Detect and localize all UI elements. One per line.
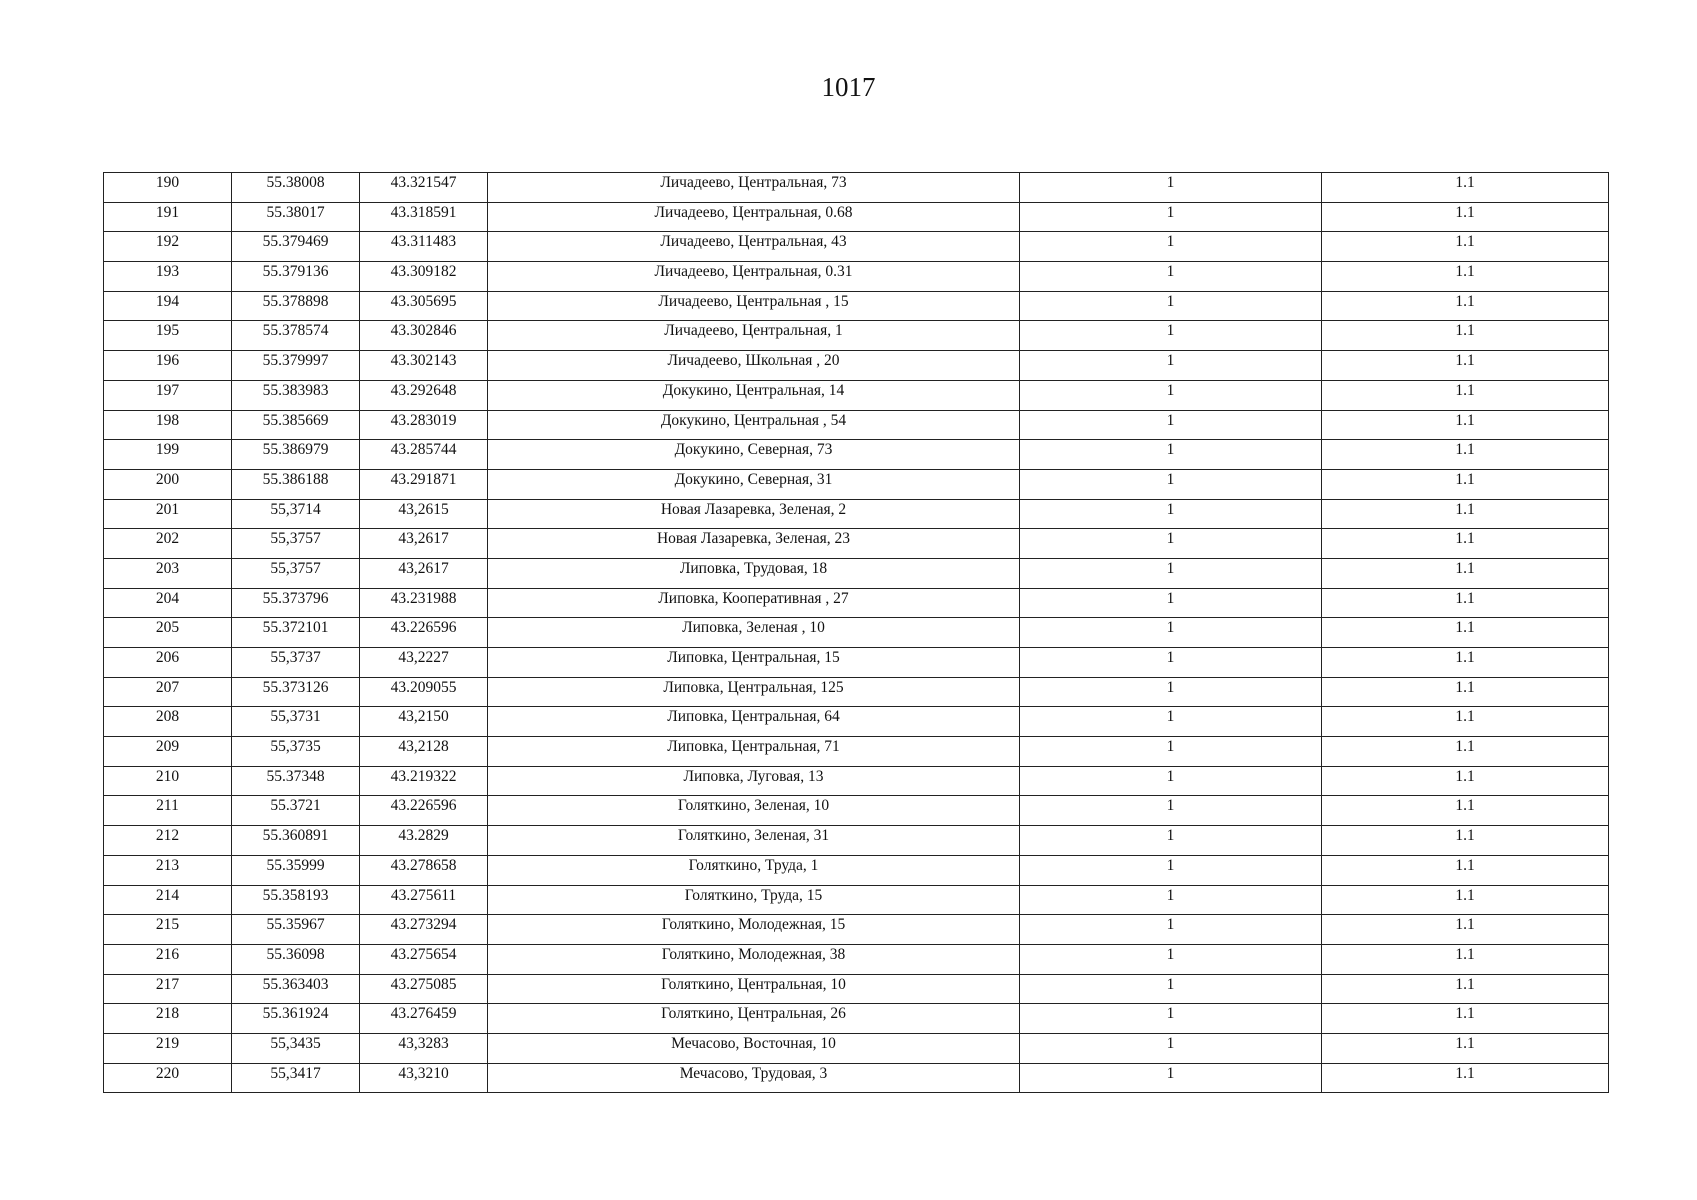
latitude-cell: 55.361924 — [232, 1004, 360, 1034]
longitude-cell: 43.318591 — [360, 202, 488, 232]
row-number-cell: 219 — [104, 1033, 232, 1063]
code-cell: 1.1 — [1322, 440, 1609, 470]
longitude-cell: 43.302846 — [360, 321, 488, 351]
longitude-cell: 43.273294 — [360, 915, 488, 945]
table-row — [104, 440, 1609, 470]
address-cell: Липовка, Трудовая, 18 — [488, 558, 1020, 588]
row-number-cell: 211 — [104, 796, 232, 826]
address-cell: Голяткино, Центральная, 10 — [488, 974, 1020, 1004]
count-cell: 1 — [1020, 262, 1322, 292]
address-cell: Личадеево, Центральная, 0.31 — [488, 262, 1020, 292]
longitude-cell: 43.209055 — [360, 677, 488, 707]
code-cell: 1.1 — [1322, 1004, 1609, 1034]
table-row — [104, 202, 1609, 232]
latitude-cell: 55,3714 — [232, 499, 360, 529]
longitude-cell: 43.275654 — [360, 944, 488, 974]
code-cell: 1.1 — [1322, 974, 1609, 1004]
longitude-cell: 43.2829 — [360, 826, 488, 856]
table-row — [104, 232, 1609, 262]
count-cell: 1 — [1020, 1033, 1322, 1063]
count-cell: 1 — [1020, 677, 1322, 707]
row-number-cell: 191 — [104, 202, 232, 232]
longitude-cell: 43,2617 — [360, 529, 488, 559]
latitude-cell: 55.379997 — [232, 351, 360, 381]
address-cell: Личадеево, Центральная, 1 — [488, 321, 1020, 351]
address-cell: Липовка, Центральная, 125 — [488, 677, 1020, 707]
address-cell: Личадеево, Центральная , 15 — [488, 291, 1020, 321]
address-cell: Голяткино, Труда, 1 — [488, 855, 1020, 885]
code-cell: 1.1 — [1322, 766, 1609, 796]
row-number-cell: 190 — [104, 173, 232, 203]
code-cell: 1.1 — [1322, 173, 1609, 203]
row-number-cell: 193 — [104, 262, 232, 292]
code-cell: 1.1 — [1322, 351, 1609, 381]
address-cell: Новая Лазаревка, Зеленая, 23 — [488, 529, 1020, 559]
latitude-cell: 55.35967 — [232, 915, 360, 945]
count-cell: 1 — [1020, 440, 1322, 470]
latitude-cell: 55.38008 — [232, 173, 360, 203]
code-cell: 1.1 — [1322, 321, 1609, 351]
table-row — [104, 351, 1609, 381]
longitude-cell: 43.305695 — [360, 291, 488, 321]
latitude-cell: 55,3757 — [232, 529, 360, 559]
count-cell: 1 — [1020, 202, 1322, 232]
longitude-cell: 43,2227 — [360, 648, 488, 678]
count-cell: 1 — [1020, 915, 1322, 945]
latitude-cell: 55.360891 — [232, 826, 360, 856]
row-number-cell: 199 — [104, 440, 232, 470]
latitude-cell: 55.35999 — [232, 855, 360, 885]
latitude-cell: 55.3721 — [232, 796, 360, 826]
longitude-cell: 43.321547 — [360, 173, 488, 203]
row-number-cell: 220 — [104, 1063, 232, 1093]
table-row — [104, 766, 1609, 796]
longitude-cell: 43,2128 — [360, 737, 488, 767]
longitude-cell: 43.285744 — [360, 440, 488, 470]
count-cell: 1 — [1020, 469, 1322, 499]
longitude-cell: 43.291871 — [360, 469, 488, 499]
count-cell: 1 — [1020, 558, 1322, 588]
latitude-cell: 55.383983 — [232, 380, 360, 410]
table-row — [104, 499, 1609, 529]
count-cell: 1 — [1020, 855, 1322, 885]
longitude-cell: 43,2615 — [360, 499, 488, 529]
code-cell: 1.1 — [1322, 558, 1609, 588]
latitude-cell: 55,3737 — [232, 648, 360, 678]
table-row — [104, 1063, 1609, 1093]
address-cell: Голяткино, Молодежная, 38 — [488, 944, 1020, 974]
latitude-cell: 55.386979 — [232, 440, 360, 470]
longitude-cell: 43.275611 — [360, 885, 488, 915]
row-number-cell: 195 — [104, 321, 232, 351]
longitude-cell: 43.292648 — [360, 380, 488, 410]
code-cell: 1.1 — [1322, 588, 1609, 618]
code-cell: 1.1 — [1322, 677, 1609, 707]
count-cell: 1 — [1020, 707, 1322, 737]
table-row — [104, 262, 1609, 292]
count-cell: 1 — [1020, 291, 1322, 321]
count-cell: 1 — [1020, 588, 1322, 618]
count-cell: 1 — [1020, 766, 1322, 796]
table-row — [104, 469, 1609, 499]
row-number-cell: 201 — [104, 499, 232, 529]
table-row — [104, 1004, 1609, 1034]
latitude-cell: 55.36098 — [232, 944, 360, 974]
longitude-cell: 43.275085 — [360, 974, 488, 1004]
address-cell: Новая Лазаревка, Зеленая, 2 — [488, 499, 1020, 529]
code-cell: 1.1 — [1322, 232, 1609, 262]
count-cell: 1 — [1020, 1004, 1322, 1034]
code-cell: 1.1 — [1322, 648, 1609, 678]
latitude-cell: 55,3435 — [232, 1033, 360, 1063]
row-number-cell: 194 — [104, 291, 232, 321]
longitude-cell: 43.283019 — [360, 410, 488, 440]
latitude-cell: 55.385669 — [232, 410, 360, 440]
count-cell: 1 — [1020, 529, 1322, 559]
row-number-cell: 206 — [104, 648, 232, 678]
table-row — [104, 618, 1609, 648]
table-row — [104, 558, 1609, 588]
address-cell: Голяткино, Зеленая, 31 — [488, 826, 1020, 856]
code-cell: 1.1 — [1322, 202, 1609, 232]
latitude-cell: 55,3757 — [232, 558, 360, 588]
row-number-cell: 198 — [104, 410, 232, 440]
table-row — [104, 974, 1609, 1004]
longitude-cell: 43.226596 — [360, 618, 488, 648]
code-cell: 1.1 — [1322, 1063, 1609, 1093]
longitude-cell: 43.226596 — [360, 796, 488, 826]
row-number-cell: 209 — [104, 737, 232, 767]
latitude-cell: 55.373796 — [232, 588, 360, 618]
row-number-cell: 212 — [104, 826, 232, 856]
address-cell: Личадеево, Школьная , 20 — [488, 351, 1020, 381]
code-cell: 1.1 — [1322, 885, 1609, 915]
longitude-cell: 43.276459 — [360, 1004, 488, 1034]
latitude-cell: 55.37348 — [232, 766, 360, 796]
count-cell: 1 — [1020, 380, 1322, 410]
code-cell: 1.1 — [1322, 826, 1609, 856]
count-cell: 1 — [1020, 796, 1322, 826]
row-number-cell: 200 — [104, 469, 232, 499]
count-cell: 1 — [1020, 737, 1322, 767]
code-cell: 1.1 — [1322, 707, 1609, 737]
row-number-cell: 202 — [104, 529, 232, 559]
address-cell: Мечасово, Трудовая, 3 — [488, 1063, 1020, 1093]
longitude-cell: 43,2617 — [360, 558, 488, 588]
latitude-cell: 55.372101 — [232, 618, 360, 648]
latitude-cell: 55.379136 — [232, 262, 360, 292]
longitude-cell: 43,3283 — [360, 1033, 488, 1063]
address-cell: Докукино, Центральная, 14 — [488, 380, 1020, 410]
longitude-cell: 43.278658 — [360, 855, 488, 885]
table-row — [104, 410, 1609, 440]
code-cell: 1.1 — [1322, 915, 1609, 945]
data-table — [103, 172, 1609, 1093]
count-cell: 1 — [1020, 499, 1322, 529]
address-cell: Липовка, Кооперативная , 27 — [488, 588, 1020, 618]
table-row — [104, 173, 1609, 203]
count-cell: 1 — [1020, 826, 1322, 856]
longitude-cell: 43.231988 — [360, 588, 488, 618]
row-number-cell: 207 — [104, 677, 232, 707]
count-cell: 1 — [1020, 410, 1322, 440]
latitude-cell: 55.378898 — [232, 291, 360, 321]
row-number-cell: 215 — [104, 915, 232, 945]
code-cell: 1.1 — [1322, 855, 1609, 885]
address-cell: Голяткино, Молодежная, 15 — [488, 915, 1020, 945]
longitude-cell: 43.302143 — [360, 351, 488, 381]
table-row — [104, 707, 1609, 737]
row-number-cell: 218 — [104, 1004, 232, 1034]
count-cell: 1 — [1020, 885, 1322, 915]
code-cell: 1.1 — [1322, 469, 1609, 499]
table-row — [104, 855, 1609, 885]
row-number-cell: 197 — [104, 380, 232, 410]
address-cell: Личадеево, Центральная, 43 — [488, 232, 1020, 262]
row-number-cell: 203 — [104, 558, 232, 588]
latitude-cell: 55.386188 — [232, 469, 360, 499]
table-row — [104, 885, 1609, 915]
longitude-cell: 43.311483 — [360, 232, 488, 262]
table-row — [104, 796, 1609, 826]
count-cell: 1 — [1020, 944, 1322, 974]
latitude-cell: 55.379469 — [232, 232, 360, 262]
latitude-cell: 55.373126 — [232, 677, 360, 707]
latitude-cell: 55,3417 — [232, 1063, 360, 1093]
table-row — [104, 826, 1609, 856]
code-cell: 1.1 — [1322, 499, 1609, 529]
latitude-cell: 55.363403 — [232, 974, 360, 1004]
count-cell: 1 — [1020, 321, 1322, 351]
count-cell: 1 — [1020, 618, 1322, 648]
code-cell: 1.1 — [1322, 380, 1609, 410]
code-cell: 1.1 — [1322, 529, 1609, 559]
row-number-cell: 217 — [104, 974, 232, 1004]
code-cell: 1.1 — [1322, 1033, 1609, 1063]
row-number-cell: 210 — [104, 766, 232, 796]
table-row — [104, 321, 1609, 351]
table-body — [104, 173, 1609, 1093]
address-cell: Мечасово, Восточная, 10 — [488, 1033, 1020, 1063]
address-cell: Голяткино, Зеленая, 10 — [488, 796, 1020, 826]
row-number-cell: 205 — [104, 618, 232, 648]
latitude-cell: 55.358193 — [232, 885, 360, 915]
address-cell: Липовка, Луговая, 13 — [488, 766, 1020, 796]
count-cell: 1 — [1020, 232, 1322, 262]
code-cell: 1.1 — [1322, 796, 1609, 826]
table-row — [104, 737, 1609, 767]
longitude-cell: 43.219322 — [360, 766, 488, 796]
row-number-cell: 204 — [104, 588, 232, 618]
code-cell: 1.1 — [1322, 737, 1609, 767]
latitude-cell: 55.38017 — [232, 202, 360, 232]
code-cell: 1.1 — [1322, 410, 1609, 440]
table-row — [104, 648, 1609, 678]
longitude-cell: 43,3210 — [360, 1063, 488, 1093]
row-number-cell: 192 — [104, 232, 232, 262]
address-cell: Личадеево, Центральная, 73 — [488, 173, 1020, 203]
address-cell: Личадеево, Центральная, 0.68 — [488, 202, 1020, 232]
table-row — [104, 1033, 1609, 1063]
count-cell: 1 — [1020, 648, 1322, 678]
row-number-cell: 208 — [104, 707, 232, 737]
address-cell: Докукино, Северная, 73 — [488, 440, 1020, 470]
count-cell: 1 — [1020, 1063, 1322, 1093]
address-cell: Липовка, Центральная, 64 — [488, 707, 1020, 737]
row-number-cell: 196 — [104, 351, 232, 381]
address-cell: Голяткино, Центральная, 26 — [488, 1004, 1020, 1034]
latitude-cell: 55.378574 — [232, 321, 360, 351]
table-row — [104, 944, 1609, 974]
table-row — [104, 380, 1609, 410]
count-cell: 1 — [1020, 974, 1322, 1004]
code-cell: 1.1 — [1322, 944, 1609, 974]
longitude-cell: 43,2150 — [360, 707, 488, 737]
table-row — [104, 588, 1609, 618]
address-cell: Голяткино, Труда, 15 — [488, 885, 1020, 915]
table-row — [104, 529, 1609, 559]
address-cell: Липовка, Центральная, 71 — [488, 737, 1020, 767]
code-cell: 1.1 — [1322, 262, 1609, 292]
row-number-cell: 213 — [104, 855, 232, 885]
row-number-cell: 216 — [104, 944, 232, 974]
address-cell: Докукино, Северная, 31 — [488, 469, 1020, 499]
page-number: 1017 — [821, 72, 876, 102]
latitude-cell: 55,3735 — [232, 737, 360, 767]
address-cell: Липовка, Центральная, 15 — [488, 648, 1020, 678]
address-cell: Докукино, Центральная , 54 — [488, 410, 1020, 440]
row-number-cell: 214 — [104, 885, 232, 915]
latitude-cell: 55,3731 — [232, 707, 360, 737]
table-row — [104, 677, 1609, 707]
count-cell: 1 — [1020, 351, 1322, 381]
code-cell: 1.1 — [1322, 618, 1609, 648]
table-row — [104, 291, 1609, 321]
table-row — [104, 915, 1609, 945]
code-cell: 1.1 — [1322, 291, 1609, 321]
address-cell: Липовка, Зеленая , 10 — [488, 618, 1020, 648]
longitude-cell: 43.309182 — [360, 262, 488, 292]
count-cell: 1 — [1020, 173, 1322, 203]
